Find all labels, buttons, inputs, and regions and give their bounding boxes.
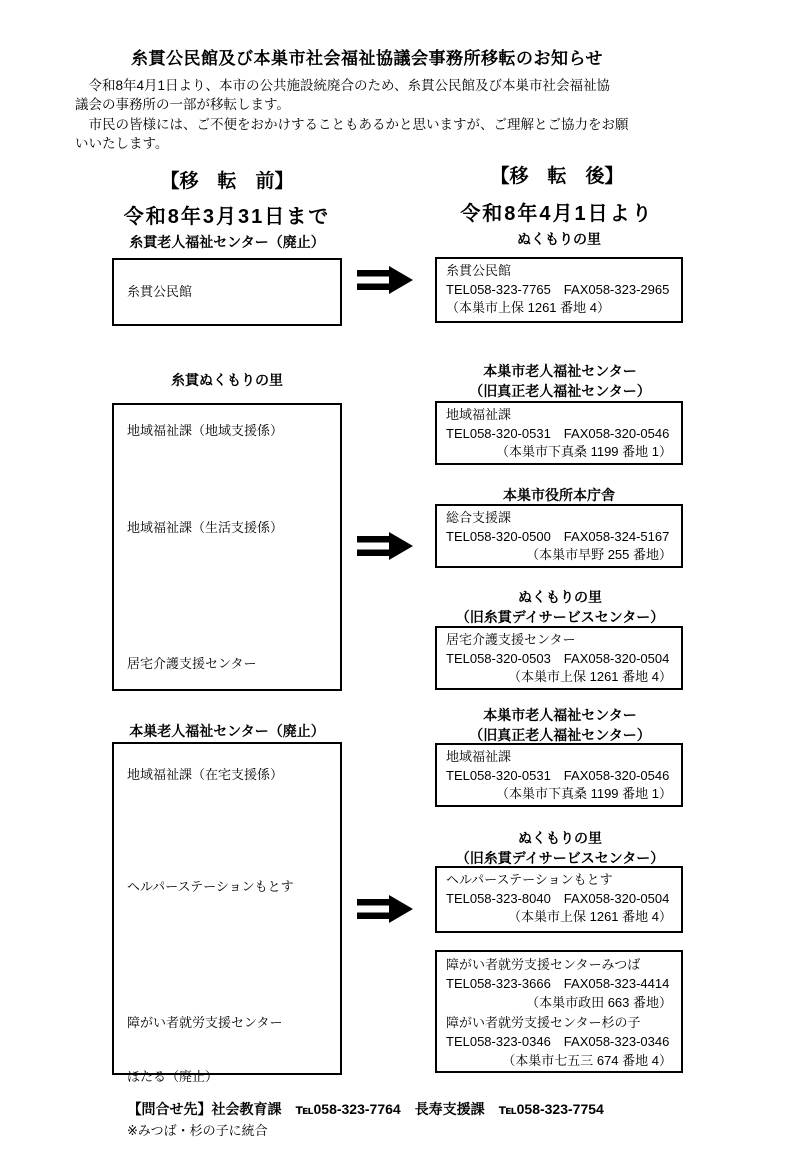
box-line: （本巣市早野 255 番地） [526, 547, 672, 563]
before-box1-label: 糸貫老人福祉センター（廃止） [129, 234, 325, 250]
after-group1-label: ぬくもりの里 [517, 231, 601, 247]
before-box-1 [112, 258, 342, 326]
box-line: TEL058-320-0503 FAX058-320-0504 [446, 650, 670, 666]
contact-tel1: ℡058-323-7764 [295, 1101, 401, 1117]
after-group6-label-line2: （旧糸貫デイサービスセンター） [455, 849, 665, 866]
intro-line: 令和8年4月1日より、本市の公共施設統廃合のため、糸貫公民館及び本巣市社会福祉協 [75, 78, 610, 93]
after-group4-label-line1: ぬくもりの里 [518, 589, 602, 605]
box-entry [127, 978, 282, 1176]
after-group4-label [420, 588, 700, 627]
after-box-2 [435, 401, 683, 465]
after-group6-label [420, 829, 700, 868]
intro-line: 議会の事務所の一部が移転します。 [75, 97, 290, 113]
before-date: 令和8年3月31日まで [123, 206, 331, 228]
before-box2-label: 糸貫ぬくもりの里 [171, 372, 283, 388]
after-box-1 [435, 257, 683, 323]
double-arrow-icon [357, 895, 413, 923]
box-line: （本巣市上保 1261 番地 4） [508, 909, 672, 925]
box-line: TEL058-320-0500 FAX058-324-5167 [446, 528, 670, 544]
box-line: 糸貫公民館 [446, 263, 512, 278]
box-line: （本巣市上保 1261 番地 4） [446, 300, 610, 316]
box-line: （本巣市下真桑 1199 番地 1） [495, 444, 672, 460]
after-box-6 [435, 866, 683, 933]
contact-prefix: 【問合せ先】社会教育課 [127, 1101, 282, 1117]
box-line: TEL058-320-0531 FAX058-320-0546 [446, 767, 670, 783]
after-box-5 [435, 743, 683, 807]
page-title: 糸貫公民館及び本巣市社会福祉協議会事務所移転のお知らせ [131, 49, 603, 68]
box-entry-line: ※みつば・杉の子に統合 [127, 1123, 268, 1138]
box-line: ヘルパーステーションもとす [446, 872, 613, 887]
contact-footer [112, 1083, 604, 1135]
box-line: 地域福祉課 [446, 407, 512, 422]
box-line: （本巣市政田 663 番地） [526, 995, 672, 1011]
after-group6-label-line1: ぬくもりの里 [518, 830, 602, 846]
after-column-header: 【移 転 後】 [490, 166, 624, 187]
after-group5-label [420, 706, 700, 745]
after-group2-label [420, 362, 700, 401]
box-entry: 居宅介護支援センター [127, 656, 257, 671]
before-box-2 [112, 403, 342, 691]
box-line: TEL058-323-0346 FAX058-323-0346 [446, 1033, 670, 1049]
double-arrow-icon [357, 532, 413, 560]
box-line: （本巣市下真桑 1199 番地 1） [495, 786, 672, 802]
box-entry: 地域福祉課（在宅支援係） [127, 767, 284, 782]
box-entry: 地域福祉課（地域支援係） [127, 423, 284, 438]
intro-line: 市民の皆様には、ご不便をおかけすることもあるかと思いますが、ご理解とご協力をお願 [75, 116, 629, 132]
box-line: TEL058-323-8040 FAX058-320-0504 [446, 890, 670, 906]
after-box-4 [435, 626, 683, 690]
box-entry: 地域福祉課（生活支援係） [127, 520, 284, 535]
after-box-3 [435, 504, 683, 568]
contact-tel2: ℡058-323-7754 [498, 1101, 604, 1117]
intro-paragraph [75, 76, 755, 153]
box-line: （本巣市上保 1261 番地 4） [508, 669, 672, 685]
after-group4-label-line2: （旧糸貫デイサービスセンター） [455, 608, 665, 625]
box-entry: ヘルパーステーションもとす [127, 879, 294, 894]
box-entry-line: 障がい者就労支援センター [127, 1015, 283, 1030]
box-line: TEL058-323-3666 FAX058-323-4414 [446, 976, 670, 992]
before-box3-label: 本巣老人福祉センター（廃止） [129, 723, 325, 739]
intro-line: いいたします。 [75, 135, 169, 151]
after-box-7 [435, 950, 683, 1073]
box-entry: 糸貫公民館 [127, 284, 193, 299]
before-column-header: 【移 転 前】 [160, 171, 294, 192]
box-line: 地域福祉課 [446, 749, 512, 764]
box-line: 総合支援課 [446, 510, 512, 525]
box-entry-line: ほたる（廃止） [127, 1069, 219, 1084]
after-group5-label-line1: 本巣市老人福祉センター [483, 707, 637, 723]
after-group5-label-line2: （旧真正老人福祉センター） [469, 726, 651, 743]
after-group2-label-line2: （旧真正老人福祉センター） [469, 382, 651, 399]
contact-dept2: 長寿支援課 [414, 1101, 485, 1117]
box-line: TEL058-320-0531 FAX058-320-0546 [446, 425, 670, 441]
after-date: 令和8年4月1日より [460, 203, 654, 225]
box-line: TEL058-323-7765 FAX058-323-2965 [446, 281, 670, 297]
after-group2-label-line1: 本巣市老人福祉センター [483, 363, 637, 379]
double-arrow-icon [357, 266, 413, 294]
box-line: 障がい者就労支援センターみつば [446, 957, 641, 972]
after-group3-label: 本巣市役所本庁舎 [503, 487, 615, 503]
box-line: 障がい者就労支援センター杉の子 [446, 1014, 641, 1030]
box-line: 居宅介護支援センター [446, 632, 576, 647]
box-line: （本巣市七五三 674 番地 4） [502, 1053, 672, 1069]
